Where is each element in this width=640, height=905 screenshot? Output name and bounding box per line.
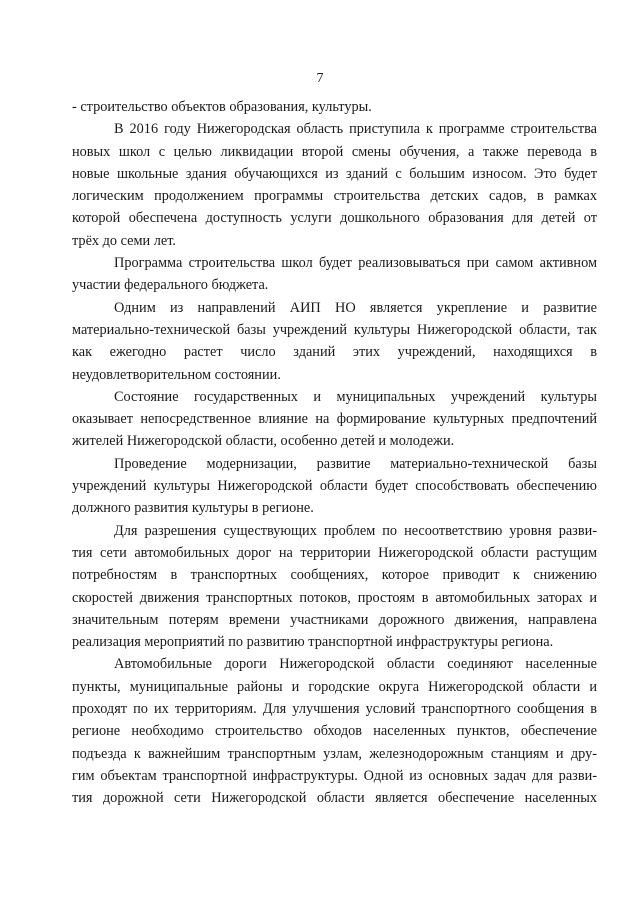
text-line: тия дорожной сети Нижегородской области является обеспечение населенных bbox=[72, 790, 597, 807]
text-line: участии федерального бюджета. bbox=[72, 277, 269, 294]
paragraph bbox=[72, 453, 597, 520]
text-line: логическим продолжением программы строительства детских садов, в рамках bbox=[72, 188, 597, 205]
text-line: материально-технической базы учреждений культуры Нижегородской области, так bbox=[72, 321, 597, 338]
text-line: Состояние государственных и муниципальных учреждений культуры bbox=[114, 388, 597, 405]
text-line: Одним из направлений АИП НО является укрепление и развитие bbox=[114, 299, 597, 316]
text-line: проходят по их территориям. Для улучшения условий транспортного сообщения в bbox=[72, 701, 597, 718]
text-line: реализация мероприятий по развитию транспортной инфраструктуры региона. bbox=[72, 634, 554, 651]
paragraph bbox=[72, 386, 597, 453]
text-line: - строительство объектов образования, культуры. bbox=[72, 99, 372, 115]
text-line: как ежегодно растет число зданий этих учреждений, находящихся в bbox=[72, 344, 597, 361]
text-line: тия сети автомобильных дорог на территории Нижегородской области растущим bbox=[72, 544, 597, 561]
text-line: В 2016 году Нижегородская область приступила к программе строительства bbox=[114, 121, 597, 138]
paragraph bbox=[72, 118, 597, 252]
text-line: новые школьные здания обучающихся из зданий с большим износом. Это будет bbox=[72, 165, 597, 182]
text-line: пункты, муниципальные районы и городские округа Нижегородской области и bbox=[72, 678, 597, 695]
paragraph bbox=[72, 96, 597, 118]
paragraph bbox=[72, 653, 597, 809]
text-line: Для разрешения существующих проблем по несоответствию уровня разви- bbox=[114, 522, 597, 539]
page-number: 7 bbox=[316, 71, 324, 86]
text-line: трёх до семи лет. bbox=[72, 232, 177, 249]
text-line: учреждений культуры Нижегородской области будет способствовать обеспечению bbox=[72, 478, 597, 495]
paragraph bbox=[72, 252, 597, 297]
text-line: неудовлетворительном состоянии. bbox=[72, 366, 281, 383]
paragraph bbox=[72, 297, 597, 386]
paragraph bbox=[72, 520, 597, 654]
text-line: которой обеспечена доступность услуги дошкольного образования для детей от bbox=[72, 210, 597, 227]
text-line: значительным потерям времени участниками дорожного движения, направлена bbox=[72, 611, 597, 628]
text-line: Автомобильные дороги Нижегородской области соединяют населенные bbox=[114, 656, 597, 673]
text-line: жителей Нижегородской области, особенно детей и молодежи. bbox=[72, 433, 455, 450]
body-text bbox=[72, 96, 597, 810]
text-line: регионе необходимо строительство обходов населенных пунктов, обеспечение bbox=[72, 723, 597, 740]
text-line: Программа строительства школ будет реализовываться при самом активном bbox=[114, 255, 597, 272]
text-line: Проведение модернизации, развитие материально-технической базы bbox=[114, 455, 597, 472]
text-line: скоростей движения транспортных потоков, простоям в автомобильных заторах и bbox=[72, 589, 597, 606]
text-line: оказывает непосредственное влияние на формирование культурных предпочтений bbox=[72, 411, 597, 428]
text-line: подъезда к важнейшим транспортным узлам, железнодорожным станциям и дру- bbox=[72, 745, 597, 762]
text-line: гим объектам транспортной инфраструктуры. Одной из основных задач для разви- bbox=[72, 767, 597, 784]
text-line: новых школ с целью ликвидации второй смены обучения, а также перевода в bbox=[72, 143, 597, 160]
text-line: должного развития культуры в регионе. bbox=[72, 500, 314, 517]
text-line: потребностям в транспортных сообщениях, которое приводит к снижению bbox=[72, 567, 597, 584]
